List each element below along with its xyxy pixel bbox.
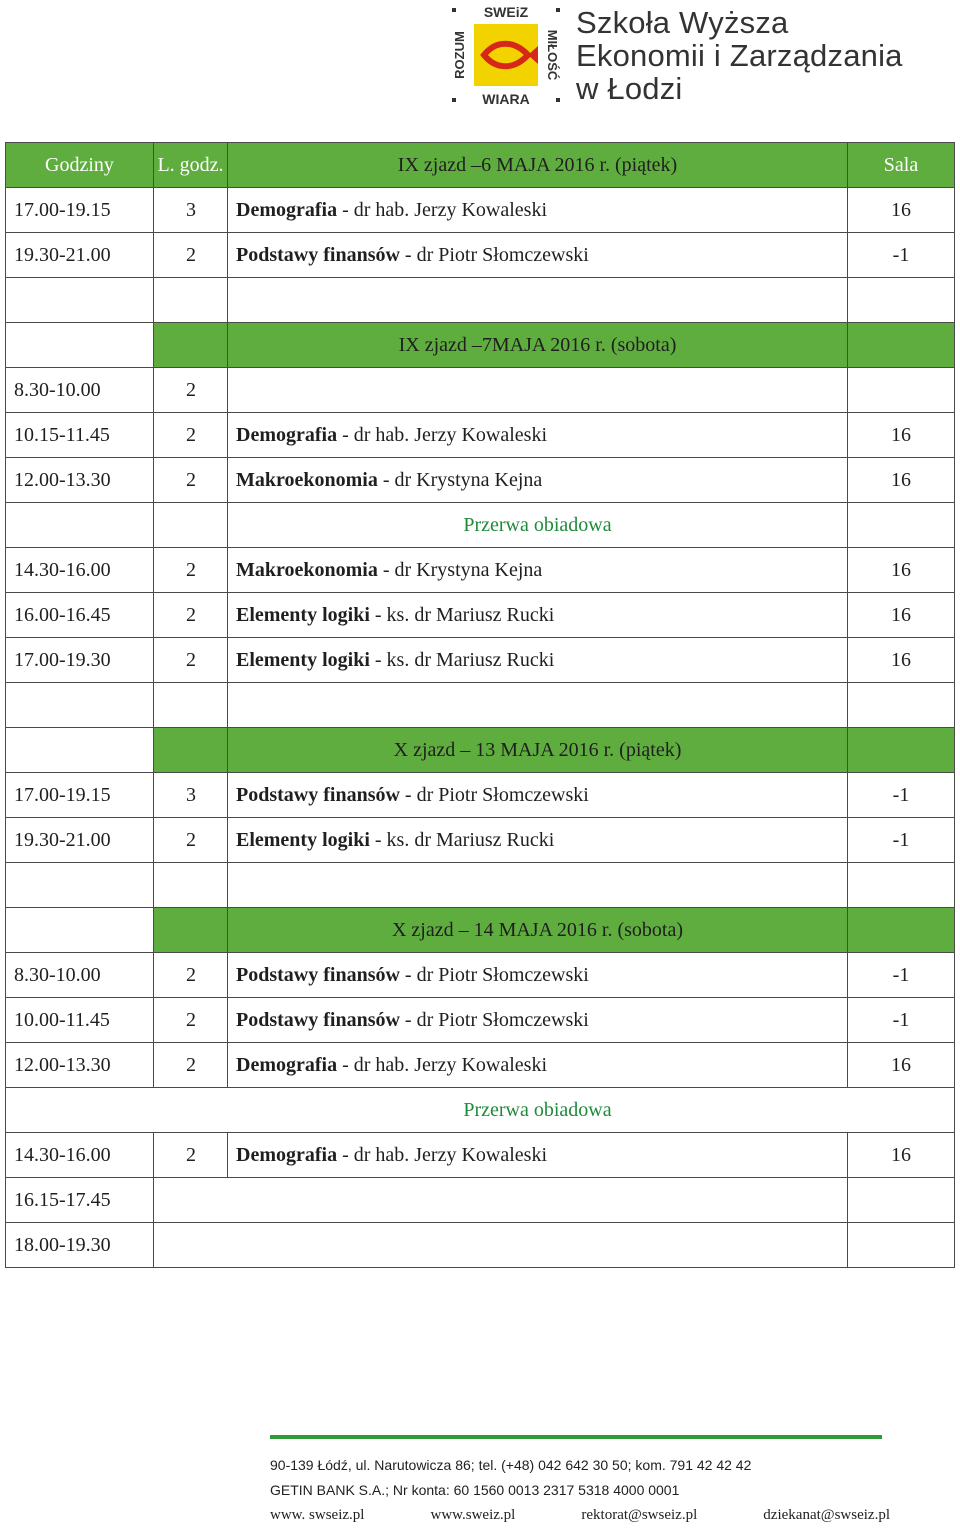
time-cell: 17.00-19.15: [6, 773, 154, 818]
table-row: [6, 548, 955, 593]
hours-count-cell: 2: [154, 593, 228, 638]
hours-count-cell: 2: [154, 233, 228, 278]
table-header-row: [6, 143, 955, 188]
hours-count-cell: [154, 1223, 228, 1268]
spacer-row: [6, 683, 955, 728]
teacher-name: - dr hab. Jerzy Kowaleski: [337, 423, 548, 446]
room-cell: 16: [848, 458, 955, 503]
subject-cell: [228, 998, 848, 1043]
subject-name: Podstawy finansów: [236, 1008, 400, 1031]
hours-count-cell: 2: [154, 548, 228, 593]
school-badge-icon: [440, 0, 572, 110]
header-hour-count: L. godz.: [154, 143, 228, 188]
subject-cell: [228, 1043, 848, 1088]
subject-cell: [228, 1178, 848, 1223]
teacher-name: - ks. dr Mariusz Rucki: [369, 648, 555, 671]
table-row: [6, 368, 955, 413]
footer-bank: GETIN BANK S.A.; Nr konta: 60 1560 0013 2317 5318 4000 0001: [270, 1482, 680, 1498]
school-name: [576, 6, 903, 105]
subject-name: Elementy logiki: [236, 603, 370, 626]
subject-cell: [228, 1223, 848, 1268]
break-row: [6, 1088, 955, 1133]
room-cell: 16: [848, 548, 955, 593]
teacher-name: - dr Piotr Słomczewski: [399, 1008, 589, 1031]
badge-top-text: SWEiZ: [483, 4, 529, 20]
header-room: Sala: [848, 143, 955, 188]
time-cell: 14.30-16.00: [6, 548, 154, 593]
time-cell: 19.30-21.00: [6, 818, 154, 863]
teacher-name: - dr Piotr Słomczewski: [399, 963, 589, 986]
room-cell: -1: [848, 773, 955, 818]
section-title: IX zjazd –6 MAJA 2016 r. (piątek): [228, 143, 848, 188]
subject-cell: [228, 593, 848, 638]
badge-bottom-text: WIARA: [482, 91, 530, 107]
footer-address: 90-139 Łódź, ul. Narutowicza 86; tel. (+48) 042 642 30 50; kom. 791 42 42 42: [270, 1457, 752, 1473]
subject-name: Demografia: [236, 1053, 338, 1076]
table-row: [6, 1133, 955, 1178]
schedule-table: [5, 142, 955, 1268]
hours-count-cell: 2: [154, 458, 228, 503]
subject-name: Elementy logiki: [236, 828, 370, 851]
hours-count-cell: 2: [154, 1133, 228, 1178]
table-row: [6, 953, 955, 998]
table-row: [6, 458, 955, 503]
hours-count-cell: 2: [154, 818, 228, 863]
hours-count-cell: 2: [154, 953, 228, 998]
time-cell: 18.00-19.30: [6, 1223, 154, 1268]
table-row: [6, 413, 955, 458]
footer-link-swseiz[interactable]: www. swseiz.pl: [270, 1507, 365, 1523]
teacher-name: - dr Piotr Słomczewski: [399, 243, 589, 266]
teacher-name: - dr hab. Jerzy Kowaleski: [337, 198, 548, 221]
lunch-break-label: Przerwa obiadowa: [228, 503, 848, 548]
room-cell: -1: [848, 998, 955, 1043]
table-row: [6, 998, 955, 1043]
teacher-name: - ks. dr Mariusz Rucki: [369, 603, 555, 626]
section-header-row: [6, 323, 955, 368]
subject-cell: [228, 188, 848, 233]
school-name-line-3: w Łodzi: [576, 71, 683, 106]
room-cell: [848, 1178, 955, 1223]
room-cell: 16: [848, 413, 955, 458]
time-cell: 17.00-19.15: [6, 188, 154, 233]
subject-cell: [228, 638, 848, 683]
table-row: [6, 188, 955, 233]
room-cell: -1: [848, 818, 955, 863]
spacer-row: [6, 278, 955, 323]
time-cell: 16.00-16.45: [6, 593, 154, 638]
subject-cell: [228, 368, 848, 413]
subject-name: Makroekonomia: [236, 468, 378, 491]
time-cell: 12.00-13.30: [6, 458, 154, 503]
footer-link-sweiz[interactable]: www.sweiz.pl: [430, 1507, 516, 1523]
teacher-name: - dr hab. Jerzy Kowaleski: [337, 1053, 548, 1076]
table-row: [6, 593, 955, 638]
page-footer: [270, 1435, 890, 1528]
subject-name: Demografia: [236, 198, 338, 221]
badge-right-text: MIŁOŚĆ: [545, 29, 560, 81]
room-cell: [848, 368, 955, 413]
teacher-name: - dr hab. Jerzy Kowaleski: [337, 1143, 548, 1166]
subject-name: Makroekonomia: [236, 558, 378, 581]
room-cell: -1: [848, 233, 955, 278]
header-hours: Godziny: [6, 143, 154, 188]
hours-count-cell: 2: [154, 638, 228, 683]
subject-name: Podstawy finansów: [236, 963, 400, 986]
room-cell: [848, 1223, 955, 1268]
subject-cell: [228, 773, 848, 818]
school-name-line-2: Ekonomii i Zarządzania: [576, 38, 903, 73]
room-cell: 16: [848, 1043, 955, 1088]
subject-name: Elementy logiki: [236, 648, 370, 671]
time-cell: 10.00-11.45: [6, 998, 154, 1043]
subject-cell: [228, 818, 848, 863]
time-cell: 14.30-16.00: [6, 1133, 154, 1178]
subject-cell: [228, 413, 848, 458]
room-cell: -1: [848, 953, 955, 998]
hours-count-cell: 3: [154, 773, 228, 818]
hours-count-cell: 2: [154, 413, 228, 458]
table-row: [6, 233, 955, 278]
footer-link-rektorat[interactable]: rektorat@swseiz.pl: [581, 1507, 698, 1523]
teacher-name: - dr Piotr Słomczewski: [399, 783, 589, 806]
section-title: X zjazd – 13 MAJA 2016 r. (piątek): [228, 728, 848, 773]
break-row: [6, 503, 955, 548]
subject-name: Demografia: [236, 1143, 338, 1166]
subject-cell: [228, 953, 848, 998]
subject-name: Demografia: [236, 423, 338, 446]
teacher-name: - dr Krystyna Kejna: [377, 468, 543, 491]
table-row: [6, 773, 955, 818]
hours-count-cell: 2: [154, 1043, 228, 1088]
section-title: X zjazd – 14 MAJA 2016 r. (sobota): [228, 908, 848, 953]
subject-cell: [228, 233, 848, 278]
room-cell: 16: [848, 593, 955, 638]
time-cell: 17.00-19.30: [6, 638, 154, 683]
footer-divider: [270, 1435, 882, 1439]
time-cell: 8.30-10.00: [6, 953, 154, 998]
hours-count-cell: 3: [154, 188, 228, 233]
subject-cell: [228, 1133, 848, 1178]
time-cell: 19.30-21.00: [6, 233, 154, 278]
time-cell: 12.00-13.30: [6, 1043, 154, 1088]
section-title: IX zjazd –7MAJA 2016 r. (sobota): [228, 323, 848, 368]
lunch-break-label: Przerwa obiadowa: [228, 1088, 848, 1133]
hours-count-cell: 2: [154, 998, 228, 1043]
time-cell: 8.30-10.00: [6, 368, 154, 413]
subject-cell: [228, 458, 848, 503]
table-row: [6, 1178, 955, 1223]
badge-left-text: ROZUM: [452, 31, 467, 79]
table-row: [6, 818, 955, 863]
hours-count-cell: 2: [154, 368, 228, 413]
room-cell: 16: [848, 188, 955, 233]
school-logo: [440, 0, 910, 112]
footer-links: [270, 1503, 890, 1528]
school-name-line-1: Szkoła Wyższa: [576, 5, 789, 40]
subject-name: Podstawy finansów: [236, 783, 400, 806]
teacher-name: - dr Krystyna Kejna: [377, 558, 543, 581]
table-row: [6, 638, 955, 683]
hours-count-cell: [154, 1178, 228, 1223]
teacher-name: - ks. dr Mariusz Rucki: [369, 828, 555, 851]
time-cell: 16.15-17.45: [6, 1178, 154, 1223]
footer-link-dziekanat[interactable]: dziekanat@swseiz.pl: [763, 1507, 890, 1523]
subject-name: Podstawy finansów: [236, 243, 400, 266]
spacer-row: [6, 863, 955, 908]
room-cell: 16: [848, 1133, 955, 1178]
table-row: [6, 1043, 955, 1088]
section-header-row: [6, 908, 955, 953]
time-cell: 10.15-11.45: [6, 413, 154, 458]
section-header-row: [6, 728, 955, 773]
room-cell: 16: [848, 638, 955, 683]
table-row: [6, 1223, 955, 1268]
subject-cell: [228, 548, 848, 593]
